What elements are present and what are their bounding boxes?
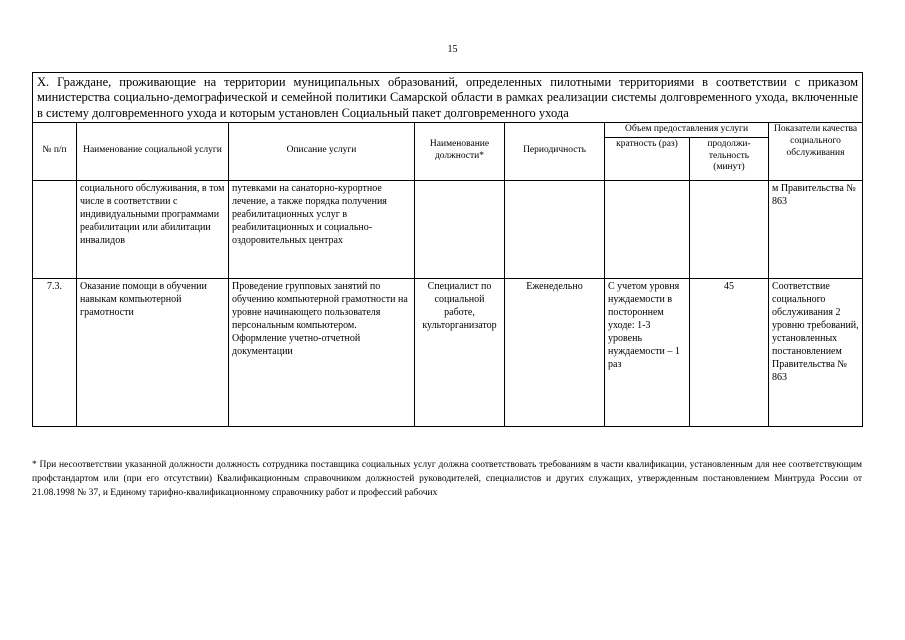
- header-volume: Объем предоставления услуги: [605, 122, 769, 137]
- section-header-row: [33, 73, 863, 123]
- header-duration: продолжи-тельность (минут): [690, 137, 769, 180]
- services-table: [32, 72, 863, 427]
- header-periodicity: Периодичность: [505, 122, 605, 180]
- table-row: [33, 180, 863, 278]
- cell-periodicity: Еженедельно: [505, 278, 605, 426]
- cell-periodicity: [505, 180, 605, 278]
- cell-description: Проведение групповых занятий по обучению компьютерной грамотности на уровне начинающего пользователя персональным компьютером. Оформление учетно-отчетной документации: [229, 278, 415, 426]
- cell-service-name: Оказание помощи в обучении навыкам компьютерной грамотности: [77, 278, 229, 426]
- cell-service-name: социального обслуживания, в том числе в соответствии с индивидуальными программами реабилитации или абилитации инвалидов: [77, 180, 229, 278]
- header-quality: Показатели качества социального обслуживания: [769, 122, 863, 180]
- cell-description: путевками на санаторно-курортное лечение, а также порядка получения реабилитационных услуг в реабилитационных и социально-оздоровительных центрах: [229, 180, 415, 278]
- cell-quality: Соответствие социального обслуживания 2 уровню требований, установленных постановлением Правительства № 863: [769, 278, 863, 426]
- header-position: Наименование должности*: [415, 122, 505, 180]
- section-header: X. Граждане, проживающие на территории муниципальных образований, определенных пилотными территориями в соответствии с приказом министерства социально-демографической и семейной политики Самарской области в рамках реализации системы долговременного ухода, включенные в систему долговременного ухода и которым установлен Социальный пакет долговременного ухода: [33, 73, 863, 123]
- page-number: 15: [447, 44, 458, 55]
- header-service-name: Наименование социальной услуги: [77, 122, 229, 180]
- table-row: [33, 278, 863, 426]
- header-description: Описание услуги: [229, 122, 415, 180]
- cell-multiplicity: С учетом уровня нуждаемости в постороннем уходе: 1-3 уровень нуждаемости – 1 раз: [605, 278, 690, 426]
- header-num: № п/п: [33, 122, 77, 180]
- cell-quality: м Правительства № 863: [769, 180, 863, 278]
- table-header-row: [33, 122, 863, 137]
- cell-multiplicity: [605, 180, 690, 278]
- cell-position: Специалист по социальной работе, культорганизатор: [415, 278, 505, 426]
- cell-num: [33, 180, 77, 278]
- cell-position: [415, 180, 505, 278]
- footnote: * При несоответствии указанной должности должность сотрудника поставщика социальных услуг должна соответствовать требованиям в части квалификации, установленным для нее соответствующим профстандартом или (при его отсутствии) Квалификационным справочником должностей руководителей, специалистов и других служащих, утвержденным постановлением Минтруда России от 21.08.1998 № 37, и Единому тарифно-квалификационному справочнику работ и профессий рабочих: [32, 460, 862, 498]
- cell-duration: [690, 180, 769, 278]
- cell-duration: 45: [690, 278, 769, 426]
- header-multiplicity: кратность (раз): [605, 137, 690, 180]
- cell-num: 7.3.: [33, 278, 77, 426]
